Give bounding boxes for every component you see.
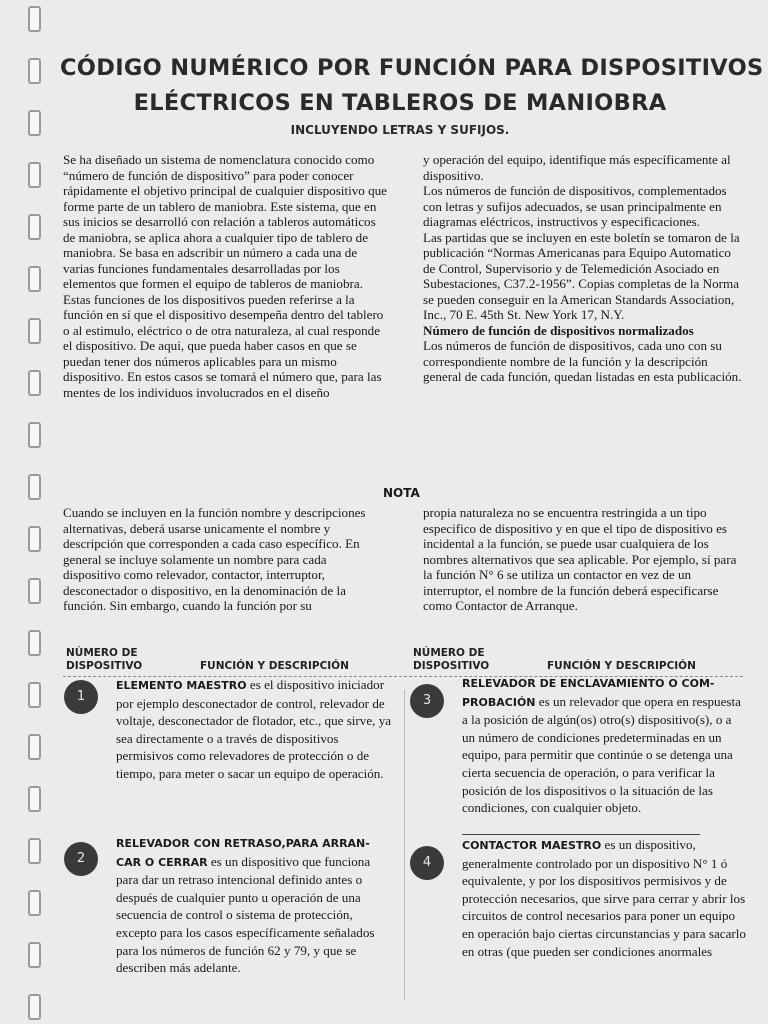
binding-ring: [28, 214, 41, 240]
nota-heading: NOTA: [383, 486, 420, 500]
binding-ring: [28, 526, 41, 552]
binding-ring: [28, 266, 41, 292]
section-heading: Número de función de dispositivos normalizados: [423, 322, 694, 338]
binding-ring: [28, 370, 41, 396]
device-name: RELEVADOR DE ENCLAVAMIENTO O COM-PROBACIÓN: [462, 677, 715, 709]
device-entry: [116, 834, 392, 977]
nota-paragraph: Cuando se incluyen en la función nombre y descripciones alternativas, deberá usarse unicamente el nombre y descripción que corresponden a cada caso específico. En general se incluye solamente un nombre para cada dispositivo como relevador, contactor, interruptor, desconectador o dispositivo, en la denominación de la función. Sin embargo, cuando la función por su: [63, 505, 366, 613]
device-description: es un dispositivo que funciona para dar un retraso intencional definido antes o después de cualquier punto u operación de una secuencia de control o sistema de protección, excepto para los casos específicamente señalados para los números de función 62 y 79, y que se describen más adelante.: [116, 853, 375, 976]
device-number-badge: 4: [410, 846, 444, 880]
device-entry: [462, 836, 746, 960]
column-separator: [404, 690, 405, 1000]
intro-paragraph: Estas funciones de los dispositivos pueden referirse a la función en sí que el dispositivo desempeña dentro del tablero o al estimulo, eléctrico o de otra naturaleza, al cual responde el dispositivo. De aqui, que pueda haber casos en que se puedan tener dos números aplicables para un mismo dispositivo. En estos casos se tomará el número que, para las mentes de los individuos involucrados en el diseño: [63, 291, 384, 400]
binding-rings: [26, 0, 40, 1024]
intro-right-column: [423, 152, 743, 385]
header-num-label: DISPOSITIVO: [413, 660, 490, 672]
device-name: ELEMENTO MAESTRO: [116, 679, 247, 692]
header-func-label: FUNCIÓN Y DESCRIPCIÓN: [547, 660, 696, 672]
device-description: es un dispositivo, generalmente controlado por un dispositivo N° 1 ó equivalente, y por los dispositivos permisivos y de protección necesarios, que sirve para cerrar y abrir los circuitos de control necesarios para poner un equipo en operación bajo ciertas circunstancias y para sacarlo en otras (que pueden ser condiciones anormales: [462, 837, 746, 959]
intro-paragraph: Las partidas que se incluyen en este boletín se tomaron de la publicación “Normas Americanas para Equipo Automatico de Control, Supervisorio y de Telemedición Asociado en Subestaciones, C37.2-1956”. Copias completas de la Norma se pueden conseguir en la American Standards Association, Inc., 70 E. 45th St. New York 17, N.Y.: [423, 229, 740, 322]
binding-ring: [28, 682, 41, 708]
nota-paragraph: propia naturaleza no se encuentra restringida a un tipo especifico de dispositivo y en que el tipo de dispositivo es incidental a la función, se puede usar cualquiera de los nombres alternativos que sea aplicable. Por ejemplo, sí para la función N° 6 se utiliza un contactor en vez de un interruptor, el nombre de la función deberá especificarse como Contactor de Arranque.: [423, 505, 737, 613]
binding-ring: [28, 890, 41, 916]
binding-ring: [28, 630, 41, 656]
page-subtitle: INCLUYENDO LETRAS Y SUFIJOS.: [290, 123, 510, 137]
binding-ring: [28, 162, 41, 188]
header-func-label: FUNCIÓN Y DESCRIPCIÓN: [200, 660, 349, 672]
device-name: CONTACTOR MAESTRO: [462, 839, 602, 852]
nota-right-column: [423, 505, 745, 614]
binding-ring: [28, 110, 41, 136]
device-number-badge: 2: [64, 842, 98, 876]
device-entry: [462, 674, 746, 817]
nota-left-column: [63, 505, 385, 614]
header-num-label: DISPOSITIVO: [66, 660, 143, 672]
binding-ring: [28, 786, 41, 812]
device-divider: [462, 834, 700, 835]
page-title-line-1: CÓDIGO NUMÉRICO POR FUNCIÓN PARA DISPOSITIVOS: [60, 55, 764, 81]
binding-ring: [28, 578, 41, 604]
binding-ring: [28, 422, 41, 448]
page-title-line-2: ELÉCTRICOS EN TABLEROS DE MANIOBRA: [133, 90, 667, 116]
binding-ring: [28, 838, 41, 864]
binding-ring: [28, 474, 41, 500]
binding-ring: [28, 942, 41, 968]
intro-paragraph: Se ha diseñado un sistema de nomenclatura conocido como “número de función de dispositivo” para poder conocer rápidamente el objetivo principal de cualquier dispositivo que forme parte de un tablero de maniobra. Este sistema, que en sus inicios se desarrolló con relación a tableros automáticos de maniobra, se aplica ahora a cualquier tipo de tablero de maniobra. Se basa en adscribir un número a cada una de varias funciones fundamentales desarrolladas por los elementos que formen el equipo de tableros de maniobra.: [63, 152, 387, 291]
intro-paragraph: Los números de función de dispositivos, complementados con letras y sufijos adecuados, se usan principalmente en diagramas eléctricos, instructivos y especificaciones.: [423, 183, 727, 229]
device-description: es un relevador que opera en respuesta a la posición de algún(os) otro(s) dispositivo(s), o a un número de condiciones predeterminadas en un equipo, para permitir que continúe o se detenga una cierta secuencia de operación, o para verificar la posición de los dispositivos o la situación de las condiciones, con cualquier objeto.: [462, 693, 741, 816]
device-entry: [116, 676, 392, 783]
binding-ring: [28, 318, 41, 344]
intro-paragraph: Los números de función de dispositivos, cada uno con su correspondiente nombre de la función y la descripción general de cada función, quedan listadas en esta publicación.: [423, 338, 742, 384]
binding-ring: [28, 6, 41, 32]
header-num-label: NÚMERO DE: [413, 647, 485, 659]
device-name: RELEVADOR CON RETRASO,PARA ARRAN-CAR O CERRAR: [116, 837, 370, 869]
binding-ring: [28, 734, 41, 760]
device-number-badge: 3: [410, 684, 444, 718]
binding-ring: [28, 994, 41, 1020]
device-number-badge: 1: [64, 680, 98, 714]
header-num-label: NÚMERO DE: [66, 647, 138, 659]
binding-ring: [28, 58, 41, 84]
intro-left-column: [63, 152, 391, 400]
device-description: es el dispositivo iniciador por ejemplo desconectador de control, relevador de voltaje, desconectador de flotador, etc., que sirve, ya sea directamente o a través de dispositivos permisivos como relevadores de protección o de tiempo, para meter o sacar un equipo de operación.: [116, 677, 392, 781]
intro-paragraph: y operación del equipo, identifique más específicamente al dispositivo.: [423, 152, 731, 183]
